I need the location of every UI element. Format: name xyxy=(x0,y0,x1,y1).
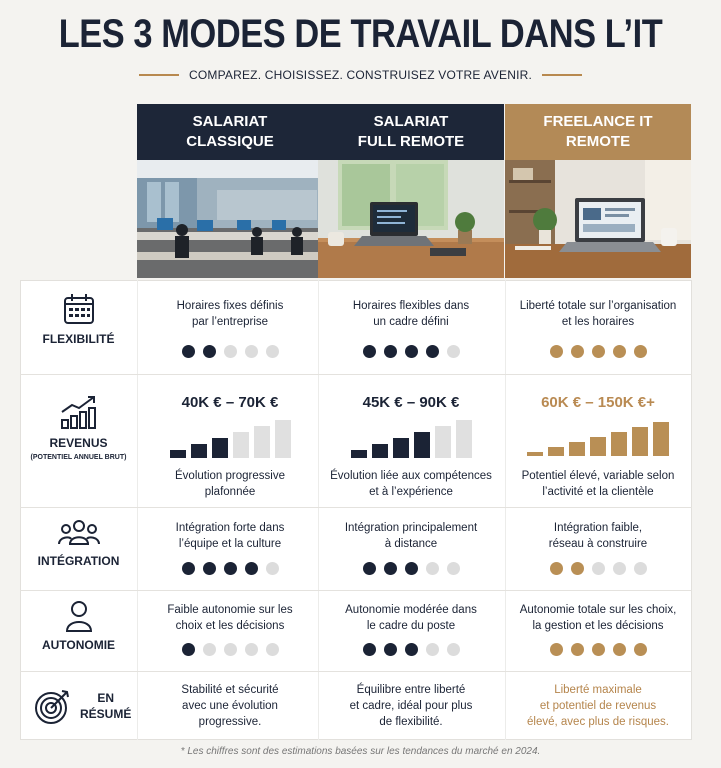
salary-range: 60K € – 150K €+ xyxy=(541,394,655,411)
rating-dot-filled xyxy=(550,643,563,656)
cell-line: Faible autonomie sur les xyxy=(167,604,293,616)
column-header-freelance xyxy=(505,104,691,160)
rating-dots xyxy=(318,345,504,358)
revenue-bar-empty xyxy=(254,426,270,458)
row-label-autonomie xyxy=(20,600,137,652)
rating-dot-empty xyxy=(426,562,439,575)
rating-dot-filled xyxy=(384,643,397,656)
cell-flex-remote xyxy=(318,298,504,330)
rating-dot-filled xyxy=(384,562,397,575)
rating-dot-filled xyxy=(426,345,439,358)
rating-dot-filled xyxy=(363,345,376,358)
row-label-text: INTÉGRATION xyxy=(37,554,120,568)
cell-line: et potentiel de revenus xyxy=(539,700,657,712)
cell-line: Horaires fixes définis xyxy=(176,300,284,312)
cell-flex-freelance xyxy=(505,298,691,330)
cell-line: et les horaires xyxy=(561,316,635,328)
calendar-icon xyxy=(62,292,96,326)
rating-dot-filled xyxy=(405,562,418,575)
cell-line: et à l’expérience xyxy=(369,486,453,498)
revenue-bar-filled xyxy=(414,432,430,458)
revenue-bar-filled xyxy=(653,422,669,456)
column-header-line1: SALARIAT xyxy=(373,113,449,130)
cell-rev-freelance xyxy=(505,468,691,500)
rating-dot-empty xyxy=(266,345,279,358)
column-header-line2: FULL REMOTE xyxy=(357,133,465,150)
team-icon xyxy=(57,518,101,548)
salary-range: 45K € – 90K € xyxy=(362,394,460,411)
row-label-revenus xyxy=(20,394,137,461)
cell-line: la gestion et les décisions xyxy=(532,620,664,632)
target-icon xyxy=(34,687,72,725)
cell-line: Potentiel élevé, variable selon xyxy=(521,470,675,482)
revenue-bar-empty xyxy=(275,420,291,458)
row-label-flexibilite xyxy=(20,292,137,346)
row-divider xyxy=(20,374,692,375)
rating-dots xyxy=(505,562,691,575)
cell-line: de flexibilité. xyxy=(379,716,443,728)
rating-dot-filled xyxy=(571,345,584,358)
rating-dot-filled xyxy=(592,345,605,358)
office-photo xyxy=(137,160,323,278)
rating-dots xyxy=(505,643,691,656)
subtitle-row xyxy=(0,65,721,85)
cell-line: Évolution progressive xyxy=(175,470,285,482)
column-header-line2: REMOTE xyxy=(565,133,631,150)
revenue-bar-filled xyxy=(569,442,585,456)
rating-dot-empty xyxy=(447,345,460,358)
cell-rev-classique xyxy=(137,468,323,500)
cell-int-freelance xyxy=(505,520,691,552)
revenue-bar-filled xyxy=(527,452,543,456)
cell-line: Liberté maximale xyxy=(554,684,642,696)
cell-line: Autonomie modérée dans xyxy=(345,604,477,616)
cell-line: un cadre défini xyxy=(373,316,449,328)
cell-line: et cadre, idéal pour plus xyxy=(349,700,473,712)
cell-int-classique xyxy=(137,520,323,552)
rating-dot-filled xyxy=(363,562,376,575)
cell-line: Horaires flexibles dans xyxy=(352,300,470,312)
rating-dot-filled xyxy=(182,643,195,656)
cell-resume-freelance xyxy=(505,682,691,730)
rating-dot-filled xyxy=(550,345,563,358)
cell-line: réseau à construire xyxy=(548,538,648,550)
cell-int-remote xyxy=(318,520,504,552)
revenue-bar-filled xyxy=(632,427,648,456)
rating-dot-empty xyxy=(245,643,258,656)
row-label-text: REVENUS xyxy=(49,436,108,450)
revenue-bar-empty xyxy=(456,420,472,458)
column-header-line1: SALARIAT xyxy=(192,113,268,130)
rating-dot-filled xyxy=(405,345,418,358)
divider-left xyxy=(139,74,179,76)
rating-dot-filled xyxy=(182,562,195,575)
rating-dot-filled xyxy=(203,345,216,358)
rating-dot-filled xyxy=(182,345,195,358)
cell-line: par l’entreprise xyxy=(191,316,269,328)
revenue-bar-empty xyxy=(233,432,249,458)
rating-dot-filled xyxy=(571,562,584,575)
rating-dot-filled xyxy=(613,643,626,656)
rating-dots xyxy=(318,643,504,656)
rating-dot-filled xyxy=(363,643,376,656)
growth-chart-icon xyxy=(60,394,98,430)
column-header-line1: FREELANCE IT xyxy=(543,113,653,130)
row-label-text: FLEXIBILITÉ xyxy=(42,332,115,346)
page-title: LES 3 MODES DE TRAVAIL DANS L’IT xyxy=(58,12,663,56)
rating-dot-filled xyxy=(224,562,237,575)
row-label-resume xyxy=(34,686,134,726)
rating-dots xyxy=(137,562,323,575)
revenue-bar-filled xyxy=(191,444,207,458)
revenue-bar-filled xyxy=(212,438,228,458)
rating-dot-filled xyxy=(203,562,216,575)
revenue-bar-filled xyxy=(548,447,564,456)
revenue-bars xyxy=(505,418,691,456)
rating-dot-filled xyxy=(245,562,258,575)
rating-dot-empty xyxy=(447,562,460,575)
column-header-salariat-remote xyxy=(318,104,504,160)
rating-dot-filled xyxy=(384,345,397,358)
revenue-bars xyxy=(137,420,323,458)
row-label-text: RÉSUMÉ xyxy=(80,707,132,721)
rating-dot-filled xyxy=(592,643,605,656)
rating-dot-empty xyxy=(634,562,647,575)
home-office-photo xyxy=(318,160,504,278)
cell-line: Évolution liée aux compétences xyxy=(330,470,492,482)
rating-dot-empty xyxy=(224,345,237,358)
cell-line: l’équipe et la culture xyxy=(178,538,282,550)
rating-dot-empty xyxy=(613,562,626,575)
cell-line: élevé, avec plus de risques. xyxy=(527,716,669,728)
divider-right xyxy=(542,74,582,76)
revenue-bar-filled xyxy=(590,437,606,456)
cell-flex-classique xyxy=(137,298,323,330)
row-divider xyxy=(20,590,692,591)
cell-auto-freelance xyxy=(505,602,691,634)
rating-dot-empty xyxy=(224,643,237,656)
salary-range: 40K € – 70K € xyxy=(181,394,279,411)
rating-dot-empty xyxy=(266,562,279,575)
footnote: * Les chiffres sont des estimations basées sur les tendances du marché en 2024. xyxy=(180,746,541,757)
rating-dot-empty xyxy=(592,562,605,575)
rating-dot-empty xyxy=(447,643,460,656)
cell-line: Liberté totale sur l’organisation xyxy=(519,300,677,312)
cell-line: Intégration principalement xyxy=(344,522,478,534)
rating-dots xyxy=(318,562,504,575)
page-subtitle: COMPAREZ. CHOISISSEZ. CONSTRUISEZ VOTRE AVENIR. xyxy=(189,68,532,82)
cell-line: Intégration forte dans xyxy=(175,522,285,534)
revenue-bars xyxy=(318,420,504,458)
cell-line: progressive. xyxy=(198,716,262,728)
column-header-line2: CLASSIQUE xyxy=(186,133,274,150)
rating-dot-filled xyxy=(405,643,418,656)
revenue-bar-filled xyxy=(170,450,186,458)
row-divider xyxy=(20,671,692,672)
rating-dot-empty xyxy=(426,643,439,656)
cell-rev-remote xyxy=(318,468,504,500)
cell-line: à distance xyxy=(384,538,438,550)
cell-resume-remote xyxy=(318,682,504,730)
cell-line: l’activité et la clientèle xyxy=(542,486,654,498)
revenue-bar-filled xyxy=(351,450,367,458)
rating-dots xyxy=(505,345,691,358)
revenue-bar-filled xyxy=(372,444,388,458)
cell-line: plafonnée xyxy=(204,486,256,498)
revenue-bar-filled xyxy=(393,438,409,458)
rating-dots xyxy=(137,643,323,656)
cell-auto-remote xyxy=(318,602,504,634)
freelance-photo xyxy=(505,160,691,278)
cell-resume-classique xyxy=(137,682,323,730)
cell-line: avec une évolution xyxy=(182,700,278,712)
rating-dots xyxy=(137,345,323,358)
cell-line: Intégration faible, xyxy=(553,522,643,534)
cell-line: le cadre du poste xyxy=(366,620,456,632)
row-label-text: AUTONOMIE xyxy=(41,638,116,652)
rating-dot-filled xyxy=(634,643,647,656)
rating-dot-empty xyxy=(203,643,216,656)
row-sublabel: (POTENTIEL ANNUEL BRUT) xyxy=(30,454,127,461)
cell-line: Autonomie totale sur les choix, xyxy=(519,604,677,616)
rating-dot-filled xyxy=(571,643,584,656)
rating-dot-empty xyxy=(245,345,258,358)
cell-line: choix et les décisions xyxy=(175,620,285,632)
cell-auto-classique xyxy=(137,602,323,634)
person-icon xyxy=(64,600,94,632)
cell-line: Stabilité et sécurité xyxy=(181,684,279,696)
row-divider xyxy=(20,507,692,508)
cell-line: Équilibre entre liberté xyxy=(356,684,466,696)
rating-dot-filled xyxy=(634,345,647,358)
rating-dot-filled xyxy=(613,345,626,358)
row-label-integration xyxy=(20,518,137,568)
column-header-salariat-classique xyxy=(137,104,323,160)
rating-dot-filled xyxy=(550,562,563,575)
revenue-bar-filled xyxy=(611,432,627,456)
rating-dot-empty xyxy=(266,643,279,656)
revenue-bar-empty xyxy=(435,426,451,458)
row-label-text: EN xyxy=(97,691,114,705)
